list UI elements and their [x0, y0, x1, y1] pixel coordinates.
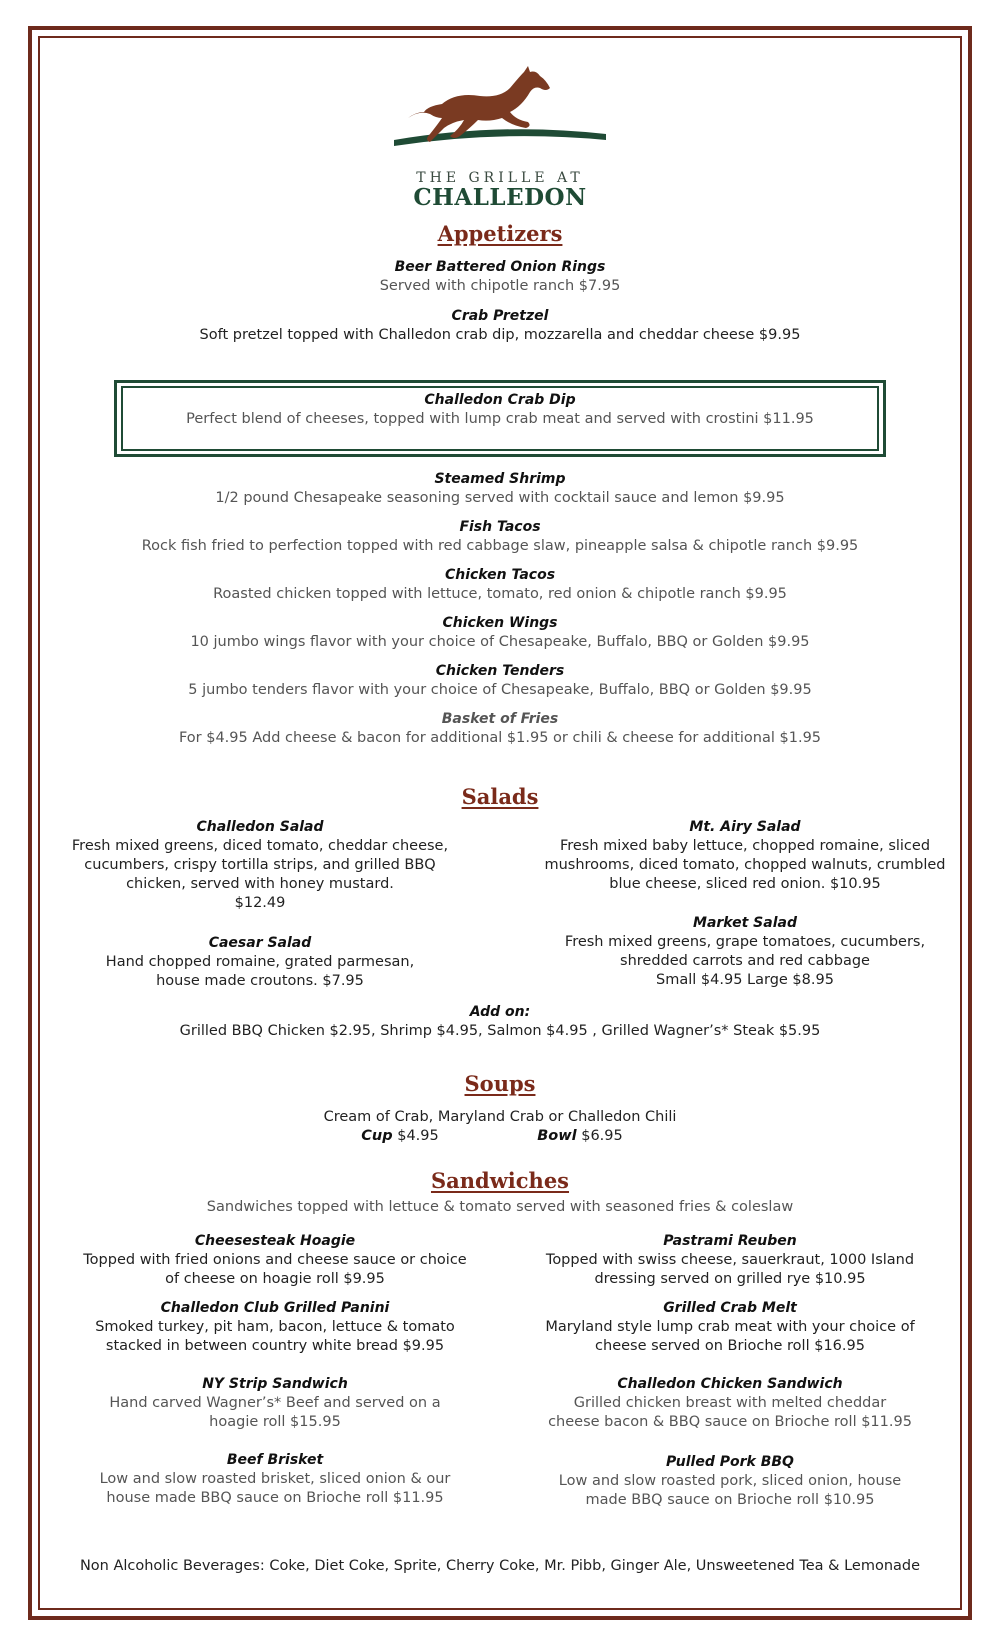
item-name: Challedon Crab Dip — [424, 392, 576, 408]
list-item — [40, 470, 960, 508]
beverages-text: Non Alcoholic Beverages: Coke, Diet Coke, Sprite, Cherry Coke, Mr. Pibb, Ginger Ale, Unsweetened Tea & Lemonade — [79, 1558, 921, 1574]
item-name: Pastrami Reuben — [663, 1233, 797, 1249]
sandwich-club-panini — [70, 1299, 480, 1356]
item-desc-line: made BBQ sauce on Brioche roll $10.95 — [585, 1492, 875, 1508]
item-desc: For $4.95 Add cheese & bacon for additional $1.95 or chili & cheese for additional $1.95 — [178, 730, 822, 746]
sandwich-beef-brisket — [70, 1451, 480, 1508]
sandwich-pulled-pork — [520, 1453, 940, 1510]
item-desc: 10 jumbo wings flavor with your choice of Chesapeake, Buffalo, BBQ or Golden $9.95 — [190, 634, 810, 650]
item-desc-line: of cheese on hoagie roll $9.95 — [165, 1271, 385, 1287]
sandwich-ny-strip — [70, 1375, 480, 1432]
item-desc-line: Low and slow roasted brisket, sliced onion & our — [99, 1471, 451, 1487]
salad-caesar — [60, 934, 460, 991]
soups-heading: Soups — [464, 1071, 536, 1096]
item-desc-line: cheese bacon & BBQ sauce on Brioche roll $11.95 — [548, 1414, 912, 1430]
logo-text-main: CHALLEDON — [413, 184, 587, 211]
item-name: Basket of Fries — [441, 711, 559, 727]
item-desc-line: stacked in between country white bread $9.95 — [105, 1338, 445, 1354]
item-desc: Soft pretzel topped with Challedon crab dip, mozzarella and cheddar cheese $9.95 — [199, 327, 801, 343]
item-desc-line: chicken, served with honey mustard. — [126, 876, 394, 892]
featured-item — [40, 391, 960, 429]
item-desc-line: dressing served on grilled rye $10.95 — [594, 1271, 866, 1287]
item-desc-line: cheese served on Brioche roll $16.95 — [595, 1338, 865, 1354]
item-desc-line: Low and slow roasted pork, sliced onion, house — [558, 1473, 902, 1489]
list-item — [40, 566, 960, 604]
list-item — [40, 710, 960, 748]
item-price: $12.49 — [234, 895, 286, 911]
item-desc-line: mushrooms, diced tomato, chopped walnuts, crumbled — [544, 857, 946, 873]
soup-options: Cream of Crab, Maryland Crab or Challedon Chili — [323, 1109, 677, 1125]
item-desc: Roasted chicken topped with lettuce, tomato, red onion & chipotle ranch $9.95 — [213, 586, 787, 602]
item-name: Grilled Crab Melt — [663, 1300, 797, 1316]
item-desc-line: shredded carrots and red cabbage — [620, 953, 870, 969]
item-desc: 1/2 pound Chesapeake seasoning served with cocktail sauce and lemon $9.95 — [215, 490, 785, 506]
logo-text-top: THE GRILLE AT — [416, 170, 584, 186]
item-desc-line: Topped with fried onions and cheese sauce or choice — [83, 1252, 467, 1268]
item-name: Beer Battered Onion Rings — [394, 259, 606, 275]
beverages — [40, 1557, 960, 1576]
item-name: Challedon Club Grilled Panini — [160, 1300, 390, 1316]
item-desc: 5 jumbo tenders flavor with your choice of Chesapeake, Buffalo, BBQ or Golden $9.95 — [188, 682, 812, 698]
running-horse-icon — [390, 62, 610, 172]
list-item — [40, 662, 960, 700]
addon-text: Grilled BBQ Chicken $2.95, Shrimp $4.95, Salmon $4.95 , Grilled Wagner’s* Steak $5.95 — [179, 1023, 821, 1039]
item-desc-line: Fresh mixed baby lettuce, chopped romaine, sliced — [559, 838, 931, 854]
item-desc: Served with chipotle ranch $7.95 — [379, 278, 621, 294]
item-desc-line: Topped with swiss cheese, sauerkraut, 1000 Island — [545, 1252, 915, 1268]
list-item — [40, 258, 960, 296]
item-desc-line: Smoked turkey, pit ham, bacon, lettuce & tomato — [95, 1319, 455, 1335]
soup-cup — [300, 1127, 500, 1146]
item-desc-line: Hand chopped romaine, grated parmesan, — [105, 954, 415, 970]
bowl-price: $6.95 — [581, 1128, 623, 1144]
item-name: Chicken Wings — [442, 615, 558, 631]
appetizers-heading: Appetizers — [437, 221, 563, 246]
bowl-label: Bowl — [537, 1128, 577, 1144]
item-name: NY Strip Sandwich — [202, 1376, 348, 1392]
item-name: Market Salad — [693, 915, 797, 931]
item-name: Chicken Tenders — [435, 663, 565, 679]
item-desc-line: cucumbers, crispy tortilla strips, and grilled BBQ — [84, 857, 436, 873]
item-desc-line: hoagie roll $15.95 — [209, 1414, 341, 1430]
item-price: Small $4.95 Large $8.95 — [656, 972, 834, 988]
item-desc-line: Hand carved Wagner’s* Beef and served on a — [109, 1395, 441, 1411]
item-name: Challedon Salad — [196, 819, 324, 835]
item-name: Fish Tacos — [459, 519, 541, 535]
sandwich-chicken — [520, 1375, 940, 1432]
item-name: Chicken Tacos — [444, 567, 556, 583]
cup-price: $4.95 — [397, 1128, 439, 1144]
subtitle-text: Sandwiches topped with lettuce & tomato served with seasoned fries & coleslaw — [206, 1199, 794, 1215]
addon-label: Add on: — [469, 1004, 531, 1020]
sandwich-pastrami-reuben — [520, 1232, 940, 1289]
item-desc-line: Grilled chicken breast with melted cheddar — [573, 1395, 887, 1411]
item-desc: Perfect blend of cheeses, topped with lump crab meat and served with crostini $11.95 — [186, 411, 814, 427]
item-desc-line: Fresh mixed greens, grape tomatoes, cucumbers, — [564, 934, 926, 950]
sandwiches-subtitle — [40, 1198, 960, 1217]
item-name: Cheesesteak Hoagie — [194, 1233, 356, 1249]
list-item — [40, 614, 960, 652]
list-item — [40, 518, 960, 556]
salad-addons — [40, 1003, 960, 1041]
salad-mt-airy — [530, 818, 960, 894]
sandwiches-heading: Sandwiches — [430, 1168, 570, 1193]
item-name: Pulled Pork BBQ — [666, 1454, 794, 1470]
item-name: Caesar Salad — [208, 935, 312, 951]
item-desc: Rock fish fried to perfection topped with red cabbage slaw, pineapple salsa & chipotle ranch $9.95 — [141, 538, 859, 554]
soup-line — [40, 1108, 960, 1127]
item-desc-line: house made BBQ sauce on Brioche roll $11.95 — [106, 1490, 444, 1506]
salad-challedon — [60, 818, 460, 913]
item-name: Challedon Chicken Sandwich — [617, 1376, 843, 1392]
item-desc-line: blue cheese, sliced red onion. $10.95 — [609, 876, 881, 892]
item-desc-line: house made croutons. $7.95 — [156, 973, 364, 989]
item-desc-line: Maryland style lump crab meat with your choice of — [545, 1319, 915, 1335]
salad-market — [530, 914, 960, 990]
sandwich-crab-melt — [520, 1299, 940, 1356]
salads-heading: Salads — [461, 784, 539, 809]
item-name: Crab Pretzel — [451, 308, 549, 324]
item-name: Mt. Airy Salad — [689, 819, 801, 835]
cup-label: Cup — [361, 1128, 393, 1144]
logo — [390, 62, 610, 212]
sandwich-cheesesteak — [70, 1232, 480, 1289]
soup-bowl — [480, 1127, 680, 1146]
list-item — [40, 307, 960, 345]
item-name: Beef Brisket — [226, 1452, 324, 1468]
item-name: Steamed Shrimp — [434, 471, 566, 487]
item-desc-line: Fresh mixed greens, diced tomato, cheddar cheese, — [71, 838, 449, 854]
